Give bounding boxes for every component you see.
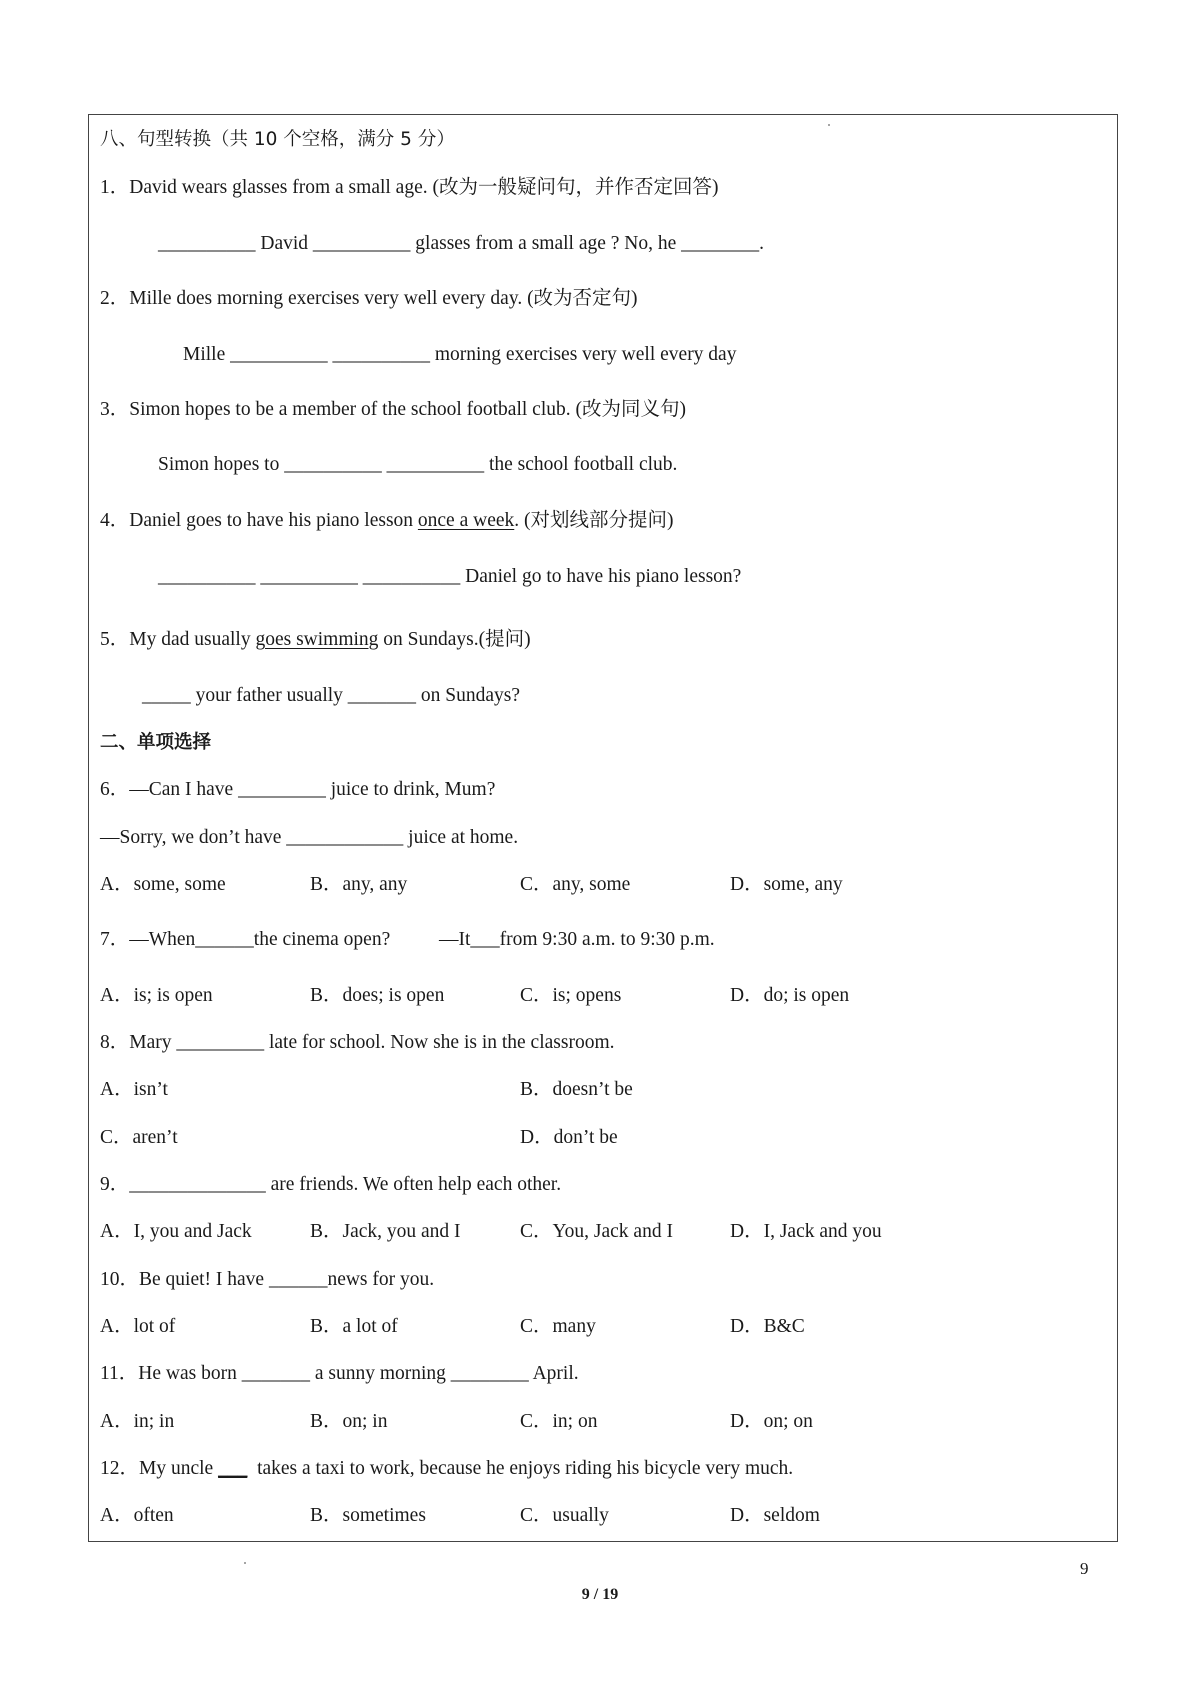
question-9-option-a: A．I, you and Jack — [100, 1221, 252, 1242]
question-8-option-b: B．doesn’t be — [520, 1079, 633, 1100]
question-4-underlined-phrase: once a week — [417, 510, 515, 531]
question-6-stem-reply: —Sorry, we don’t have ____________ juice at home. — [100, 827, 519, 848]
question-12-option-c: C．usually — [520, 1505, 609, 1526]
question-11-option-d: D．on; on — [730, 1411, 813, 1432]
section-heading-sentence-transformation: 八、句型转换（共 10 个空格，满分 5 分） — [100, 129, 455, 150]
question-10-stem: 10．Be quiet! I have ______news for you. — [100, 1269, 435, 1290]
question-1-answer-line: __________ David __________ glasses from a small age ? No, he ________. — [158, 233, 765, 254]
question-8-option-c: C．aren’t — [100, 1127, 178, 1148]
question-7-option-b: B．does; is open — [310, 985, 445, 1006]
question-2-answer-line: Mille __________ __________ morning exercises very well every day — [183, 344, 737, 365]
question-5-prompt — [100, 628, 531, 652]
question-10-option-b: B．a lot of — [310, 1316, 398, 1337]
question-12-option-d: D．seldom — [730, 1505, 820, 1526]
question-5-answer-line: _____ your father usually _______ on Sundays? — [142, 685, 521, 706]
question-12-stem-text: 12．My uncle — [100, 1458, 219, 1479]
question-8-stem: 8．Mary _________ late for school. Now she is in the classroom. — [100, 1032, 615, 1053]
question-7-option-a: A．is; is open — [100, 985, 213, 1006]
question-1-prompt: 1．David wears glasses from a small age. (改为一般疑问句，并作否定回答) — [100, 177, 719, 198]
question-12-option-b: B．sometimes — [310, 1505, 426, 1526]
question-5-prompt-text: 5．My dad usually — [100, 629, 256, 650]
question-9-stem: 9．______________ are friends. We often help each other. — [100, 1174, 562, 1195]
question-9-option-c: C．You, Jack and I — [520, 1221, 673, 1242]
section-heading-multiple-choice: 二、单项选择 — [100, 732, 212, 753]
question-11-option-a: A．in; in — [100, 1411, 175, 1432]
scan-speck — [828, 124, 830, 126]
question-10-option-d: D．B&C — [730, 1316, 805, 1337]
question-6-option-c: C．any, some — [520, 874, 631, 895]
question-6-option-d: D．some, any — [730, 874, 843, 895]
question-10-option-c: C．many — [520, 1316, 596, 1337]
page-number: 9 — [1080, 1559, 1089, 1578]
question-10-option-a: A．lot of — [100, 1316, 176, 1337]
question-12-stem-rest: takes a taxi to work, because he enjoys riding his bicycle very much. — [247, 1458, 794, 1479]
question-9-option-b: B．Jack, you and I — [310, 1221, 461, 1242]
question-7-stem: 7．—When______the cinema open? —It___from 9:30 a.m. to 9:30 p.m. — [100, 929, 715, 950]
question-12-blank: ___ — [218, 1458, 248, 1479]
question-6-option-b: B．any, any — [310, 874, 408, 895]
scan-speck — [244, 1562, 246, 1564]
question-8-option-d: D．don’t be — [520, 1127, 618, 1148]
question-6-option-a: A．some, some — [100, 874, 226, 895]
question-6-stem: 6．—Can I have _________ juice to drink, Mum? — [100, 779, 496, 800]
question-12-stem — [100, 1457, 793, 1481]
question-3-prompt: 3．Simon hopes to be a member of the school football club. (改为同义句) — [100, 399, 686, 420]
question-9-option-d: D．I, Jack and you — [730, 1221, 882, 1242]
question-3-answer-line: Simon hopes to __________ __________ the school football club. — [158, 454, 678, 475]
page-count: 9 / 19 — [581, 1586, 619, 1603]
question-2-prompt: 2．Mille does morning exercises very well every day. (改为否定句) — [100, 288, 638, 309]
question-5-prompt-instruction: on Sundays.(提问) — [378, 629, 531, 650]
question-4-prompt-instruction: . (对划线部分提问) — [514, 510, 674, 531]
question-8-option-a: A．isn’t — [100, 1079, 168, 1100]
question-11-stem: 11．He was born _______ a sunny morning ________ April. — [100, 1363, 579, 1384]
question-7-option-d: D．do; is open — [730, 985, 850, 1006]
question-4-answer-line: __________ __________ __________ Daniel go to have his piano lesson? — [158, 566, 742, 587]
question-5-underlined-phrase: goes swimming — [255, 629, 379, 650]
question-12-option-a: A．often — [100, 1505, 174, 1526]
question-4-prompt — [100, 509, 674, 533]
question-11-option-b: B．on; in — [310, 1411, 388, 1432]
question-11-option-c: C．in; on — [520, 1411, 598, 1432]
question-7-option-c: C．is; opens — [520, 985, 622, 1006]
question-4-prompt-text: 4．Daniel goes to have his piano lesson — [100, 510, 418, 531]
